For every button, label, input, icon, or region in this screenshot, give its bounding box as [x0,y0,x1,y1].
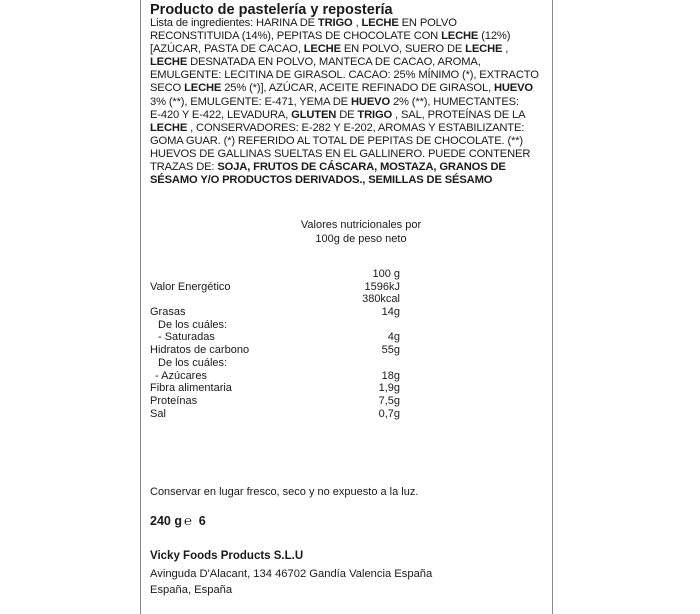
ingredients-line [150,56,550,69]
ingredients-line [150,161,550,174]
ingredient-text: EN POLVO [398,17,457,29]
ingredient-text: TRAZAS DE: [150,161,218,174]
nutrition-row [150,395,410,408]
ingredients-line [150,122,550,135]
nutrition-row [150,331,410,344]
nutrient-label: De los cuáles: [158,356,228,369]
ingredient-text: HUEVOS DE GALLINAS SUELTAS EN EL GALLINERO. PUEDE CONTENER [150,147,531,160]
nutrition-row [150,319,410,332]
allergen-text: LECHE [150,56,188,69]
ingredient-text: EN POLVO, SUERO DE [340,43,466,56]
nutrition-row [150,344,410,357]
nutrition-table [150,268,410,420]
net-weight [150,513,206,528]
nutrition-row [150,370,410,383]
nutrient-value: 4g [387,331,400,344]
estimated-sign: ℮ [183,513,192,528]
allergen-text: TRIGO [357,108,393,121]
ingredient-text: DE [336,108,358,121]
allergen-text: GLUTEN [291,108,337,121]
ingredient-text: Lista de ingredientes: HARINA DE [150,17,318,29]
nutrition-row [150,382,410,395]
nutrient-label: Sal [150,407,166,420]
country-line: España, España [150,584,233,596]
ingredients-line [150,174,550,187]
allergen-text: SÉSAMO Y/O PRODUCTOS DERIVADOS., SEMILLAS DE SÉSAMO [150,174,493,187]
product-title: Producto de pastelería y repostería [150,2,393,18]
company-name: Vicky Foods Products S.L.U [150,550,304,562]
storage-instructions: Conservar en lugar fresco, seco y no expuesto a la luz. [150,486,419,498]
nutrient-value: 1596kJ [364,280,400,293]
ingredients-line [150,69,550,82]
ingredient-text: , [352,17,362,29]
ingredient-text: [AZÚCAR, PASTA DE CACAO, [150,43,304,56]
nutrient-value: 1,9g [378,382,400,395]
nutrient-value: 14g [381,306,400,319]
allergen-text: LECHE [184,82,222,95]
nutrient-value: 380kcal [362,293,400,306]
address-line: Avinguda D'Alacant, 134 46702 Gandía Valencia España [150,568,433,580]
ingredient-text: 25% (*)], AZÚCAR, ACEITE REFINADO DE GIRASOL, [221,82,494,95]
allergen-text: SOJA, FRUTOS DE CÁSCARA, MOSTAZA, GRANOS DE [217,161,506,174]
nutrient-label: - Azúcares [155,369,207,382]
ingredient-text: , SAL, PROTEÍNAS DE LA [392,108,526,121]
nutrient-label: Fibra alimentaria [150,382,232,395]
allergen-text: HUEVO [350,95,391,108]
nutrition-row [150,293,410,306]
nutrition-row [150,408,410,421]
ingredients-line [150,17,550,30]
allergen-text: LECHE [150,121,188,134]
net-weight-units: 6 [198,514,206,528]
nutrient-value: 55g [381,344,400,357]
ingredients-line [150,148,550,161]
nutrition-row [150,357,410,370]
allergen-text: LECHE [303,43,341,56]
nutrient-label: - Saturadas [158,331,215,344]
nutrient-label: De los cuáles: [158,318,228,331]
ingredient-text: DESNATADA EN POLVO, MANTECA DE CACAO, AROMA, [187,56,481,69]
nutrient-value: 100 g [372,268,400,280]
ingredient-text: GOMA GUAR. (*) REFERIDO AL TOTAL DE PEPITAS DE CHOCOLATE. (**) [150,134,524,147]
ingredient-text: , [502,43,509,56]
ingredient-text: EMULGENTE: LECITINA DE GIRASOL. CACAO: 25% MÍNIMO (*), EXTRACTO [150,69,539,82]
allergen-text: HUEVO [493,82,533,95]
allergen-text: TRIGO [317,17,353,29]
ingredient-text: E-420 Y E-422, LEVADURA, [150,108,292,121]
ingredients-line [150,30,550,43]
nutrition-row [150,268,410,281]
ingredient-text: , CONSERVADORES: E-282 Y E-202, AROMAS Y ESTABILIZANTE: [187,121,525,134]
nutrition-row [150,306,410,319]
nutrient-value: 18g [381,369,400,382]
ingredients-line [150,135,550,148]
ingredients-line [150,109,550,122]
nutrition-heading-line1: Valores nutricionales por [300,219,422,231]
nutrient-label: Valor Energético [150,280,231,293]
nutrition-heading [281,219,441,246]
ingredient-text: (12%) [478,30,511,43]
product-label [140,0,553,614]
company-address [150,566,432,598]
ingredient-text: 2% (**), HUMECTANTES: [390,95,519,108]
ingredients-line [150,43,550,56]
ingredients-line [150,96,550,109]
nutrition-row [150,281,410,294]
ingredients-line [150,82,550,95]
allergen-text: LECHE [361,17,399,29]
allergen-text: LECHE [465,43,503,56]
ingredients-list [150,17,550,187]
ingredient-text: 3% (**), EMULGENTE: E-471, YEMA DE [150,95,351,108]
nutrient-label: Hidratos de carbono [150,344,250,357]
ingredient-text: RECONSTITUIDA (14%), PEPITAS DE CHOCOLATE CON [150,30,442,43]
nutrient-label: Proteínas [150,394,198,407]
allergen-text: LECHE [441,30,479,43]
net-weight-amount: 240 g [150,514,182,528]
ingredient-text: SECO [150,82,185,95]
nutrient-value: 7,5g [378,394,400,407]
nutrition-heading-line2: 100g de peso neto [315,232,407,245]
nutrient-value: 0,7g [378,407,400,420]
nutrient-label: Grasas [150,306,186,319]
